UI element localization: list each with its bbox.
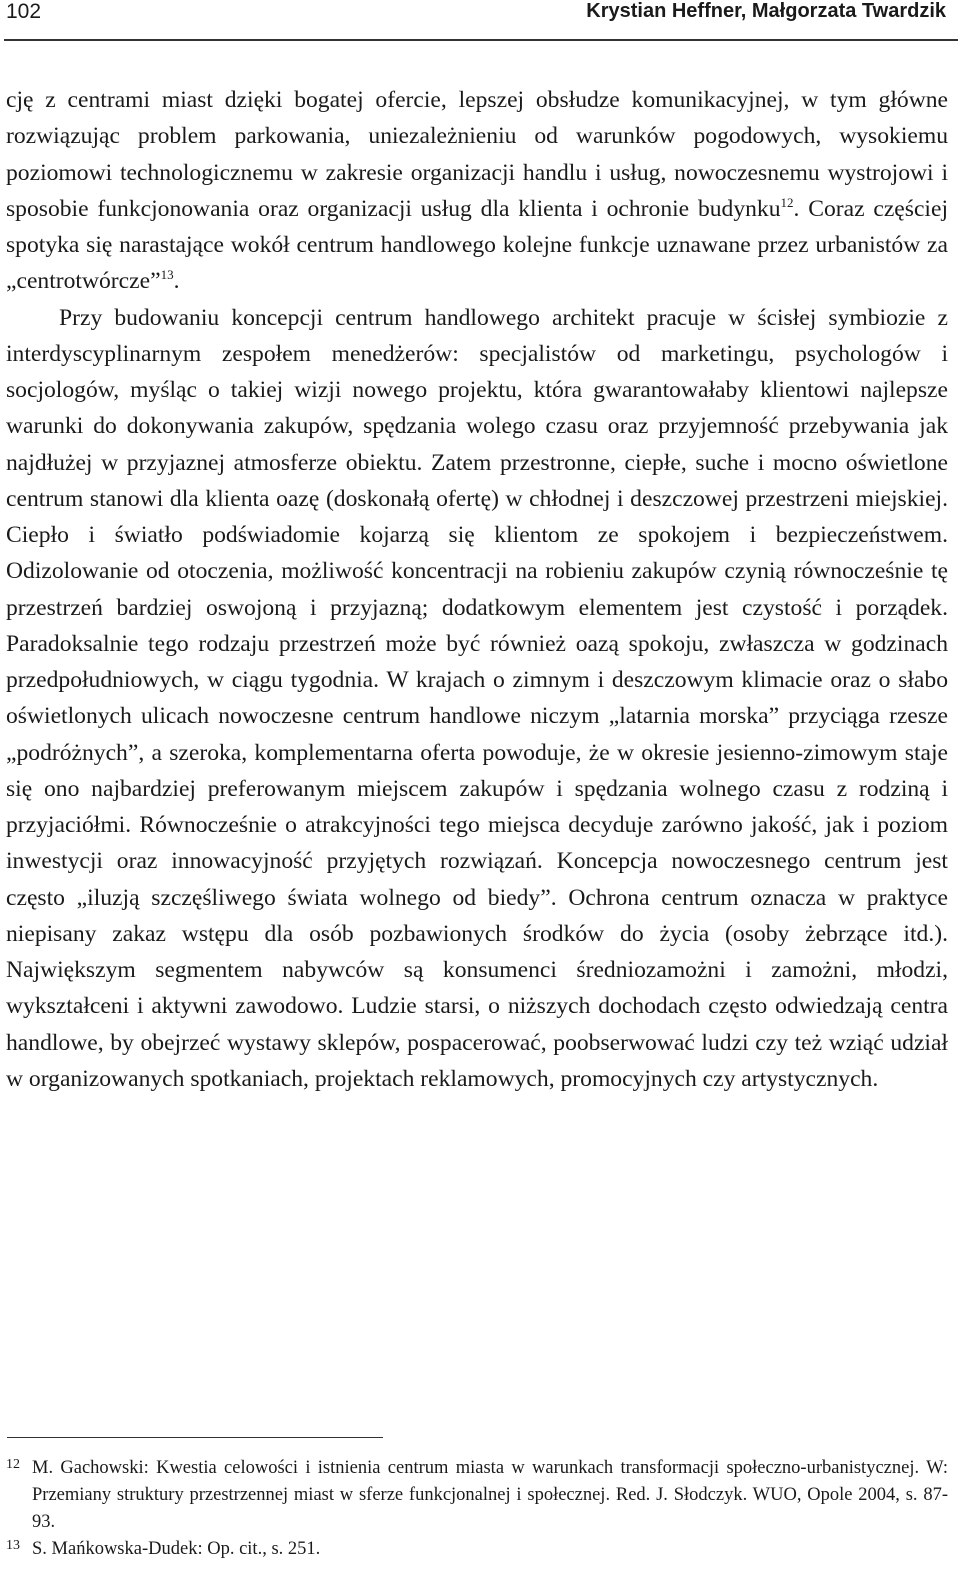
paragraph-1-text-c: . bbox=[173, 268, 180, 295]
footnote-ref-13[interactable]: 13 bbox=[160, 267, 174, 283]
paragraph-1-text-a: cję z centrami miast dzięki bogatej ofercie, lepszej obsłudze komunikacyjnej, w tym główne rozwiązując problem parkowania, uniezależnieniu od warunków pogodowych, wysokiemu poziomowi technologicznemu w zakresie organizacji handlu i usług, nowoczesnemu wystrojowi i sposobie funkcjonowania oraz organizacji usług dla klienta i ochronie budynku bbox=[6, 87, 948, 222]
paragraph-2: Przy budowaniu koncepcji centrum handlowego architekt pracuje w ścisłej symbiozie z interdyscyplinarnym zespołem menedżerów: specjalistów od marketingu, psychologów i socjologów, myśląc o takiej wizji nowego projektu, która gwarantowałaby klientowi najlepsze warunki do dokonywania zakupów, spędzania wolego czasu oraz przyjemność przebywania jak najdłużej w przyjaznej atmosferze obiektu. Zatem przestronne, ciepłe, suche i mocno oświetlone centrum stanowi dla klienta oazę (doskonałą ofertę) w chłodnej i deszczowej przestrzeni miejskiej. Ciepło i światło podświadomie kojarzą się klientom ze spokojem i bezpieczeństwem. Odizolowanie od otoczenia, możliwość koncentracji na robieniu zakupów czynią równocześnie tę przestrzeń bardziej oswojoną i przyjazną; dodatkowym elementem jest czystość i porządek. Paradoksalnie tego rodzaju przestrzeń może być również oazą spokoju, zwłaszcza w godzinach przedpołudniowych, w ciągu tygodnia. W krajach o zimnym i deszczowym klimacie oraz o słabo oświetlonych ulicach nowoczesne centrum handlowe niczym „latarnia morska” przyciąga rzesze „podróżnych”, a szeroka, komplementarna oferta powoduje, że w okresie jesienno-zimowym staje się ono najbardziej preferowanym miejscem zakupów i spędzania wolnego czasu z rodziną i przyjaciółmi. Równocześnie o atrakcyjności tego miejsca decyduje zarówno jakość, jak i poziom inwestycji oraz innowacyjność przyjętych rozwiązań. Koncepcja nowoczesnego centrum jest często „iluzją szczęśliwego świata wolnego od biedy”. Ochrona centrum oznacza w praktyce niepisany zakaz wstępu dla osób pozbawionych środków do życia (osoby żebrzące itd.). Największym segmentem nabywców są konsumenci średniozamożni i zamożni, młodzi, wykształceni i aktywni zawodowo. Ludzie starsi, o niższych dochodach często odwiedzają centra handlowe, by obejrzeć wystawy sklepów, pospacerować, poobserwować ludzi czy też wziąć udział w organizowanych spotkaniach, projektach reklamowych, promocyjnych czy artystycznych. bbox=[6, 304, 948, 1092]
footnote-separator bbox=[7, 1437, 383, 1438]
footnote-number: 13 bbox=[6, 1538, 20, 1553]
body-text bbox=[6, 82, 948, 1097]
running-head-authors: Krystian Heffner, Małgorzata Twardzik bbox=[586, 0, 946, 22]
paragraph-continued bbox=[6, 82, 948, 300]
footnote-text: M. Gachowski: Kwestia celowości i istnienia centrum miasta w warunkach transformacji społeczno-urbanistycznej. W: Przemiany struktury przestrzennej miast w sferze funkcjonalnej i społecznej. Red. J. Słodczyk. WUO, Opole 2004, s. 87-93. bbox=[32, 1458, 948, 1532]
footnote-12 bbox=[6, 1455, 948, 1536]
footnote-ref-12[interactable]: 12 bbox=[780, 194, 794, 210]
page-number: 102 bbox=[6, 0, 42, 23]
paragraph-1-text-b: . Coraz częściej spotyka się narastające wokół centrum handlowego kolejne funkcje uznawane przez urbanistów za „centrotwórcze” bbox=[6, 195, 949, 295]
footnote-13 bbox=[6, 1536, 948, 1563]
footnote-number: 12 bbox=[6, 1457, 20, 1472]
header-rule bbox=[4, 39, 958, 41]
footnote-text: S. Mańkowska-Dudek: Op. cit., s. 251. bbox=[32, 1539, 321, 1559]
